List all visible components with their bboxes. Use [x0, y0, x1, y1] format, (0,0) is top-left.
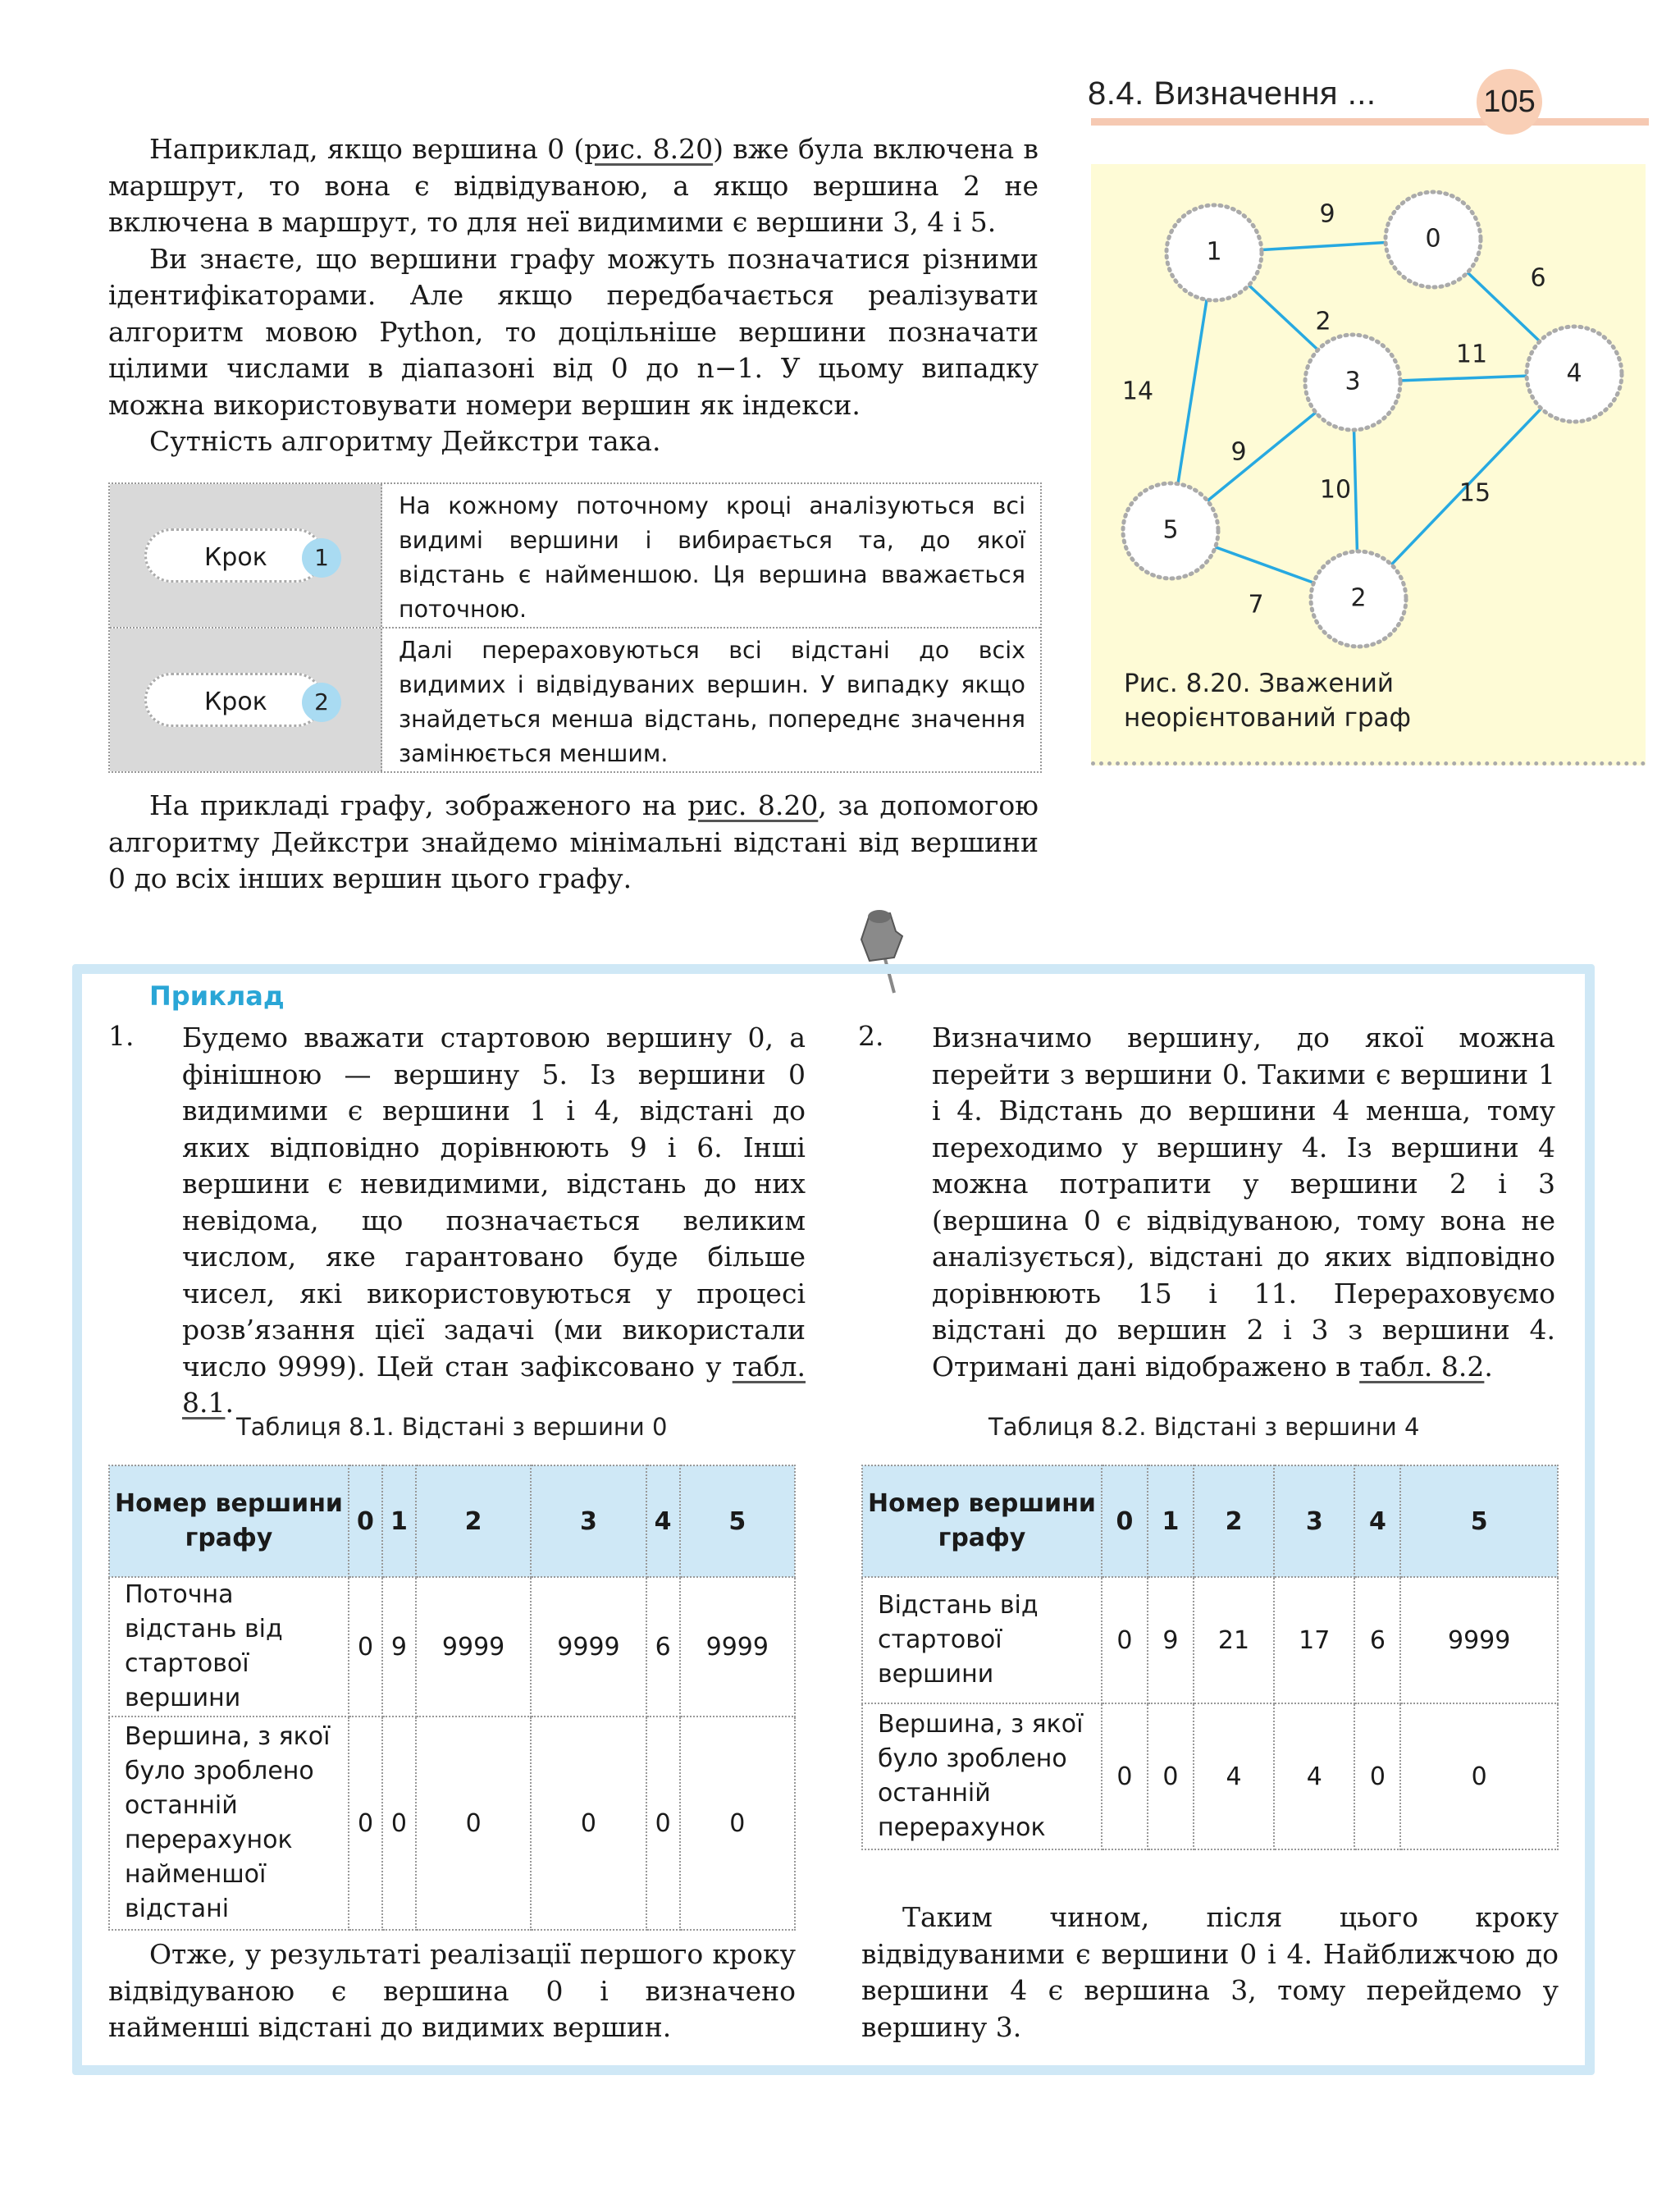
edge-weight-label: 10: [1319, 475, 1352, 505]
example-item-2: Визначимо вершину, до якої можна перейти з вершини 0. Такими є вершини 1 і 4. Відстань до вершини 4 менша, тому переходимо у вершину 4. Із вершини 4 можна потрапити у вершини 2 і 3 (вершина 0 є відвідуваною, тому вона не аналізується), відстані до яких відповідно дорівнюють 15 і 11. Перераховуємо відстані до вершин 2 і 3 з вершини 4. Отримані дані відображено в табл. 8.2.: [932, 1022, 1555, 1383]
edge-weight-label: 15: [1459, 478, 1491, 508]
table-caption: Таблиця 8.2. Відстані з вершини 4: [988, 1413, 1420, 1441]
edge-weight-label: 11: [1455, 340, 1488, 369]
node-label: 0: [1425, 224, 1441, 254]
table-ref-link[interactable]: табл. 8.1: [182, 1350, 806, 1419]
table-header-row: Номер вершини графу 0 1 2 3 4 5: [109, 1465, 795, 1577]
step-number: 2: [302, 683, 341, 722]
table-header-row: Номер вершини графу 0 1 2 3 4 5: [862, 1465, 1558, 1577]
step-description: Далі перераховуються всі відстані до всіх видимих і відвідуваних вершин. У випадку якщо знайдеться менша відстань, попереднє значення замінюється меншим.: [399, 637, 1025, 767]
figure-ref-link[interactable]: рис. 8.20: [687, 789, 819, 821]
intro-text: [108, 131, 1039, 460]
edge-weight-label: 2: [1315, 307, 1331, 336]
table-caption: Таблиця 8.1. Відстані з вершини 0: [236, 1413, 668, 1441]
table-row: Вершина, з якої було зроблено останній перерахунок 0 0 4 4 0 0: [862, 1703, 1558, 1849]
weighted-graph: [1091, 164, 1646, 656]
table-row: Поточна відстань від стартової вершини 0 9 9999 9999 6 9999: [109, 1577, 795, 1716]
table-ref-link[interactable]: табл. 8.2: [1359, 1350, 1485, 1383]
graph-edge-3-4: [1400, 376, 1527, 381]
conclusion-2: Таким чином, після цього кроку відвідуваними є вершини 0 і 4. Найближчою до вершини 4 є вершина 3, тому перейдемо у вершину 3.: [861, 1901, 1559, 2043]
graph-edge-0-4: [1468, 272, 1540, 341]
graph-edge-5-3: [1208, 413, 1316, 501]
edge-weight-label: 14: [1121, 377, 1154, 406]
example-item-1: Будемо вважати стартовою вершину 0, а фінішною — вершину 5. Із вершини 0 видимими є вершини 1 і 4, відстані до яких відповідно дорівнюють 9 і 6. Інші вершини є невидимими, відстань до них невідома, що позначається великим числом, яке гарантовано буде більше чисел, які використовуються у процесі розв’язання цієї задачі (ми використали число 9999). Цей стан зафіксовано у табл. 8.1.: [182, 1022, 806, 1419]
node-label: 5: [1162, 515, 1179, 545]
table-row: Вершина, з якої було зроблено останній перерахунок найменшої відстані 0 0 0 0 0 0: [109, 1716, 795, 1930]
step-description: На кожному поточному кроці аналізуються всі видимі вершини і вибирається та, до якої відстань є найменшою. Ця вершина вважається поточною.: [399, 492, 1025, 623]
node-label: 1: [1206, 237, 1222, 267]
edge-weight-label: 6: [1530, 263, 1546, 293]
example-title: Приклад: [149, 981, 285, 1012]
graph-edge-1-0: [1262, 242, 1386, 249]
figure-caption: Рис. 8.20. Зважений неорієнтований граф: [1124, 669, 1412, 733]
graph-edge-1-5: [1178, 299, 1207, 483]
node-label: 4: [1566, 359, 1582, 388]
graph-edge-1-3: [1249, 286, 1317, 350]
header-rule: [1091, 118, 1649, 126]
figure-ref-link[interactable]: рис. 8.20: [584, 133, 714, 165]
paragraph-3: Сутність алгоритму Дейкстри така.: [149, 425, 661, 457]
step-badge: Крок: [144, 673, 323, 727]
distance-table-2: [861, 1465, 1559, 1850]
node-label: 2: [1350, 583, 1367, 613]
step-badge: Крок: [144, 528, 323, 583]
item-number: 2.: [858, 1020, 884, 1052]
edge-weight-label: 9: [1230, 437, 1247, 467]
graph-edge-5-2: [1216, 547, 1314, 583]
algorithm-steps: [108, 482, 1042, 773]
distance-table-1: [108, 1465, 796, 1931]
page-number: 105: [1477, 69, 1542, 135]
paragraph-4: На прикладі графу, зображеного на рис. 8.20, за допомогою алгоритму Дейкстри знайдемо мінімальні відстані від вершини 0 до всіх інших вершин цього графу.: [108, 789, 1039, 894]
section-title: 8.4. Визначення ...: [1088, 75, 1376, 112]
graph-edge-3-2: [1354, 430, 1358, 551]
step-number: 1: [302, 538, 341, 578]
edge-weight-label: 9: [1319, 199, 1335, 229]
step-row-1: [110, 484, 1040, 627]
conclusion-1: Отже, у результаті реалізації першого кроку відвідуваною є вершина 0 і визначено найменші відстані до видимих вершин.: [108, 1938, 796, 2043]
edge-weight-label: 7: [1248, 590, 1264, 619]
step-row-2: [110, 627, 1040, 771]
table-row: Відстань від стартової вершини 0 9 21 17 6 9999: [862, 1577, 1558, 1703]
paragraph-2: Ви знаєте, що вершини графу можуть позначатися різними ідентифікаторами. Але якщо передбачається реалізувати алгоритм мовою Python, то доцільніше вершини позначати цілими числами в діапазоні від 0 до n−1. У цьому випадку можна використовувати номери вершин як індекси.: [108, 242, 1039, 421]
item-number: 1.: [108, 1020, 135, 1052]
paragraph-1: Наприклад, якщо вершина 0 (рис. 8.20) вже була включена в маршрут, то вона є відвідуваною, а якщо вершина 2 не включена в маршрут, то для неї видимими є вершини 3, 4 і 5.: [108, 133, 1039, 238]
paragraph-4-wrap: [108, 788, 1039, 898]
node-label: 3: [1344, 367, 1361, 396]
